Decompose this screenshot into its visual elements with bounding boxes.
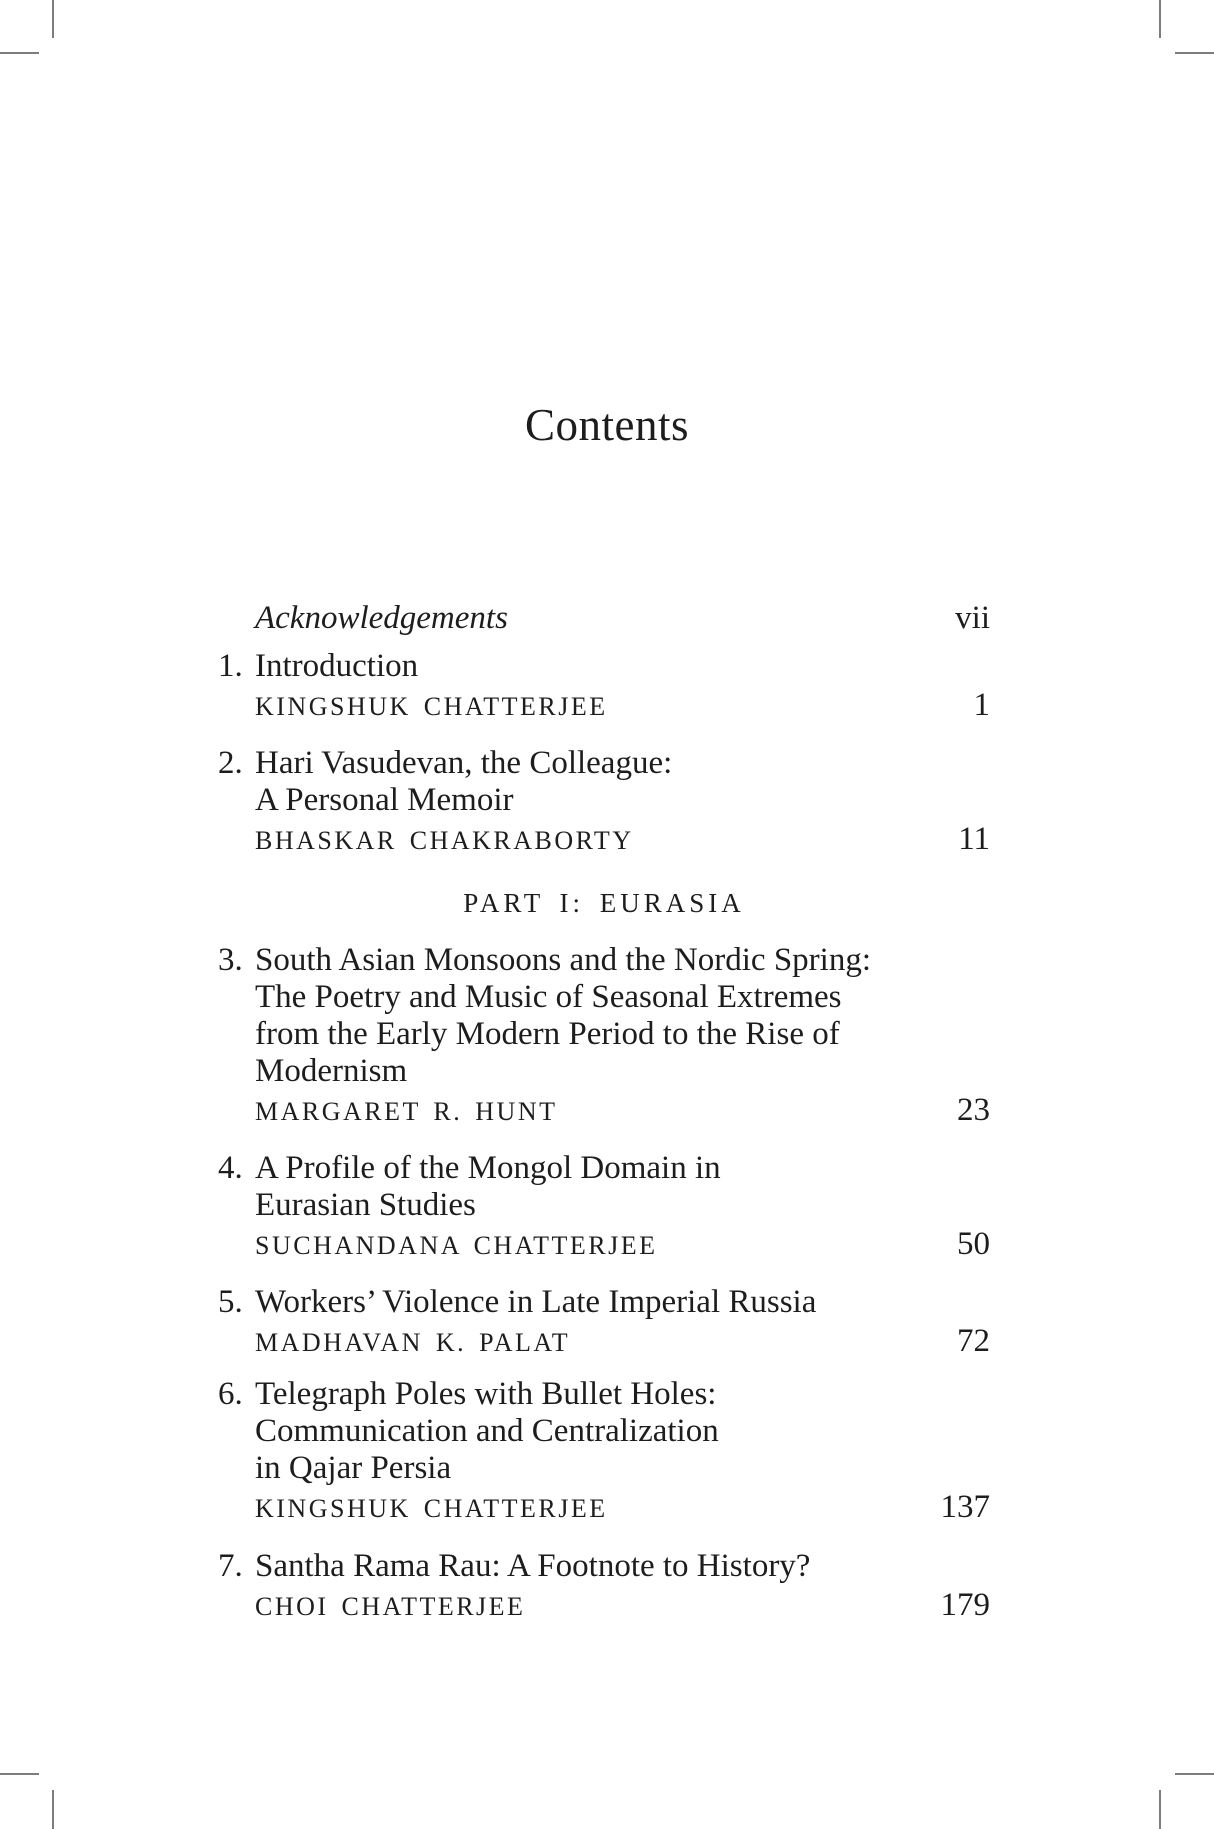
toc-entry-chapter-3 xyxy=(218,942,990,1130)
crop-mark-bottom-left-horizontal xyxy=(0,1773,39,1775)
crop-mark-top-right-horizontal xyxy=(1175,52,1214,54)
chapter-number: 3. xyxy=(218,942,243,978)
crop-mark-top-right-vertical xyxy=(1159,0,1161,38)
chapter-title-line: Telegraph Poles with Bullet Holes: xyxy=(255,1376,717,1412)
crop-mark-bottom-left-vertical xyxy=(52,1790,54,1829)
chapter-author: KINGSHUK CHATTERJEE xyxy=(255,692,608,721)
chapter-title-line: in Qajar Persia xyxy=(255,1450,452,1486)
chapter-number: 2. xyxy=(218,745,243,781)
chapter-number: 4. xyxy=(218,1150,243,1186)
chapter-title-line: Eurasian Studies xyxy=(255,1187,476,1223)
chapter-title-line: Introduction xyxy=(255,648,419,684)
chapter-title-line: Communication and Centralization xyxy=(255,1413,719,1449)
chapter-page-number: 72 xyxy=(957,1323,990,1359)
chapter-page-number: 50 xyxy=(957,1226,990,1262)
chapter-number: 7. xyxy=(218,1548,243,1584)
crop-mark-top-left-vertical xyxy=(52,0,54,38)
chapter-number: 6. xyxy=(218,1376,243,1412)
toc-entry-chapter-4 xyxy=(218,1150,990,1264)
chapter-author: MADHAVAN K. PALAT xyxy=(255,1328,571,1357)
front-matter-title: Acknowledgements xyxy=(255,600,508,636)
chapter-number: 5. xyxy=(218,1284,243,1320)
toc-entry-chapter-6 xyxy=(218,1376,990,1527)
chapter-title-line: Santha Rama Rau: A Footnote to History? xyxy=(255,1548,811,1584)
crop-mark-top-left-horizontal xyxy=(0,52,39,54)
crop-mark-bottom-right-vertical xyxy=(1159,1790,1161,1829)
chapter-title-line: A Personal Memoir xyxy=(255,782,514,818)
toc-entry-chapter-1 xyxy=(218,648,990,725)
chapter-author: CHOI CHATTERJEE xyxy=(255,1592,526,1621)
chapter-title-line: from the Early Modern Period to the Rise of xyxy=(255,1016,840,1052)
chapter-number: 1. xyxy=(218,648,243,684)
chapter-author: BHASKAR CHAKRABORTY xyxy=(255,826,634,855)
chapter-title-line: South Asian Monsoons and the Nordic Spring: xyxy=(255,942,871,978)
table-of-contents xyxy=(218,600,990,1625)
chapter-author: SUCHANDANA CHATTERJEE xyxy=(255,1231,658,1260)
chapter-title-line: Hari Vasudevan, the Colleague: xyxy=(255,745,673,781)
page-title: Contents xyxy=(524,400,689,450)
chapter-page-number: 1 xyxy=(973,687,990,723)
chapter-number-cell-empty xyxy=(218,600,255,637)
crop-mark-bottom-right-horizontal xyxy=(1175,1773,1214,1775)
chapter-title-line: The Poetry and Music of Seasonal Extremes xyxy=(255,979,842,1015)
toc-entry-chapter-5 xyxy=(218,1284,990,1361)
chapter-page-number: 137 xyxy=(940,1489,990,1525)
chapter-author: KINGSHUK CHATTERJEE xyxy=(255,1494,608,1523)
toc-entry-chapter-2 xyxy=(218,745,990,859)
chapter-title-line: A Profile of the Mongol Domain in xyxy=(255,1150,721,1186)
front-matter-page-number: vii xyxy=(955,600,990,636)
chapter-page-number: 23 xyxy=(957,1092,990,1128)
part-heading: PART I: EURASIA xyxy=(463,888,745,918)
chapter-title-line: Workers’ Violence in Late Imperial Russia xyxy=(255,1284,817,1320)
toc-entry-acknowledgements xyxy=(218,600,990,637)
chapter-title-line: Modernism xyxy=(255,1053,408,1089)
chapter-page-number: 11 xyxy=(958,821,990,857)
chapter-author: MARGARET R. HUNT xyxy=(255,1097,558,1126)
chapter-page-number: 179 xyxy=(940,1587,990,1623)
toc-entry-chapter-7 xyxy=(218,1548,990,1625)
